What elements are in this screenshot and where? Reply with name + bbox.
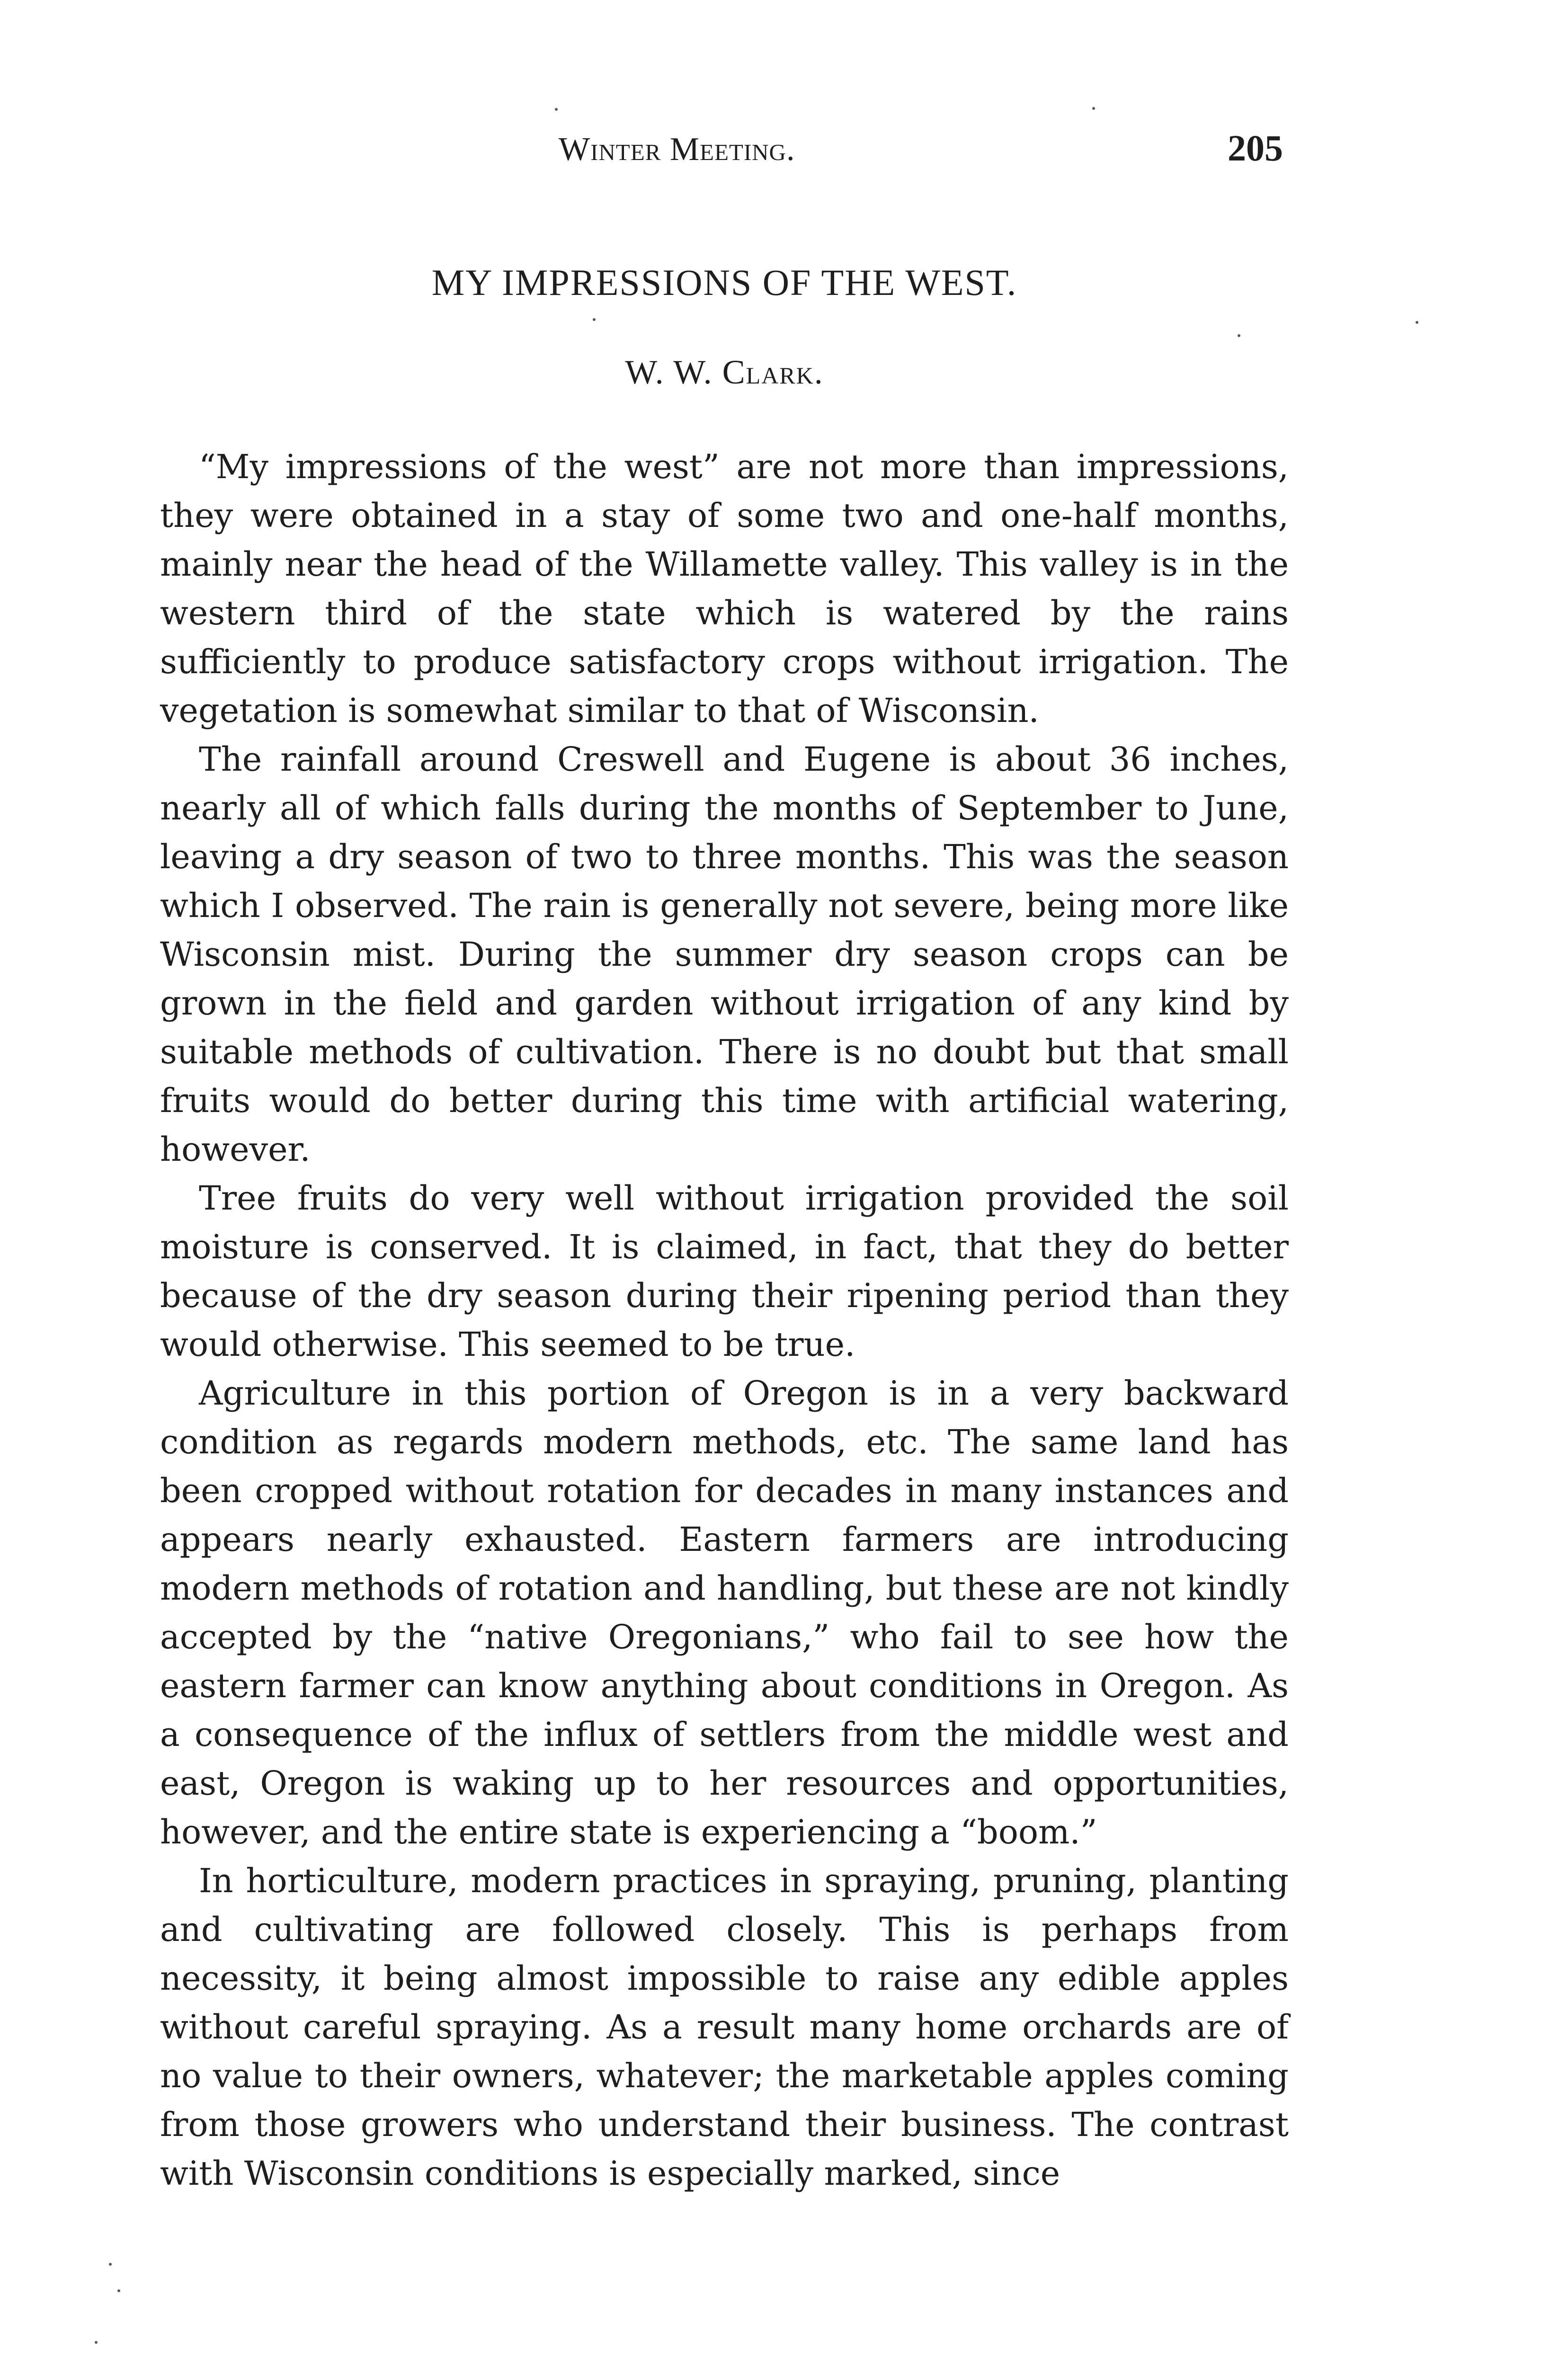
article-title: MY IMPRESSIONS OF THE WEST.	[431, 262, 1017, 303]
scan-speck	[1092, 107, 1095, 110]
paragraph: The rainfall around Creswell and Eugene is about 36 inches, nearly all of which falls during the months of September to June, leaving a dry season of two to three months. This was the season which I observed. The rain is generally not severe, being more like Wisconsin mist. During the summer dry season crops can be grown in the field and garden without irrigation of any kind by suitable methods of cultivation. There is no doubt but that small fruits would do better during this time with artificial watering, however.	[160, 740, 1289, 1169]
scan-speck	[1416, 321, 1418, 324]
paragraph: Agriculture in this portion of Oregon is in a very backward condition as regards modern methods, etc. The same land has been cropped without rotation for decades in many instances and appears nearly exhausted. Eastern farmers are introducing modern methods of rotation and handling, but these are not kindly accepted by the “native Oregonians,” who fail to see how the eastern farmer can know anything about conditions in Oregon. As a consequence of the influx of settlers from the middle west and east, Oregon is waking up to her resources and opportunities, however, and the entire state is experiencing a “boom.”	[160, 1374, 1289, 1851]
scan-speck	[1238, 334, 1240, 337]
running-header	[161, 127, 1288, 169]
scan-speck	[109, 2263, 112, 2266]
running-title: Winter Meeting.	[559, 131, 795, 168]
scan-speck	[95, 2341, 98, 2344]
scan-speck	[555, 108, 558, 111]
page-number: 205	[1228, 127, 1283, 169]
paragraph: “My impressions of the west” are not more than impressions, they were obtained in a stay of some two and one-half months, mainly near the head of the Willamette valley. This valley is in the western third of the state which is watered by the rains sufficiently to produce satisfactory crops without irrigation. The vegetation is somewhat similar to that of Wisconsin.	[160, 447, 1289, 730]
article-author: W. W. Clark.	[625, 353, 824, 391]
paragraph: Tree fruits do very well without irrigation provided the soil moisture is conserved. It is claimed, in fact, that they do better because of the dry season during their ripening period than they would otherwise. This seemed to be true.	[160, 1179, 1289, 1364]
article-body	[160, 443, 1289, 2198]
scan-speck	[593, 318, 596, 321]
scan-speck	[117, 2289, 120, 2292]
paragraph: In horticulture, modern practices in spraying, pruning, planting and cultivating are followed closely. This is perhaps from necessity, it being almost impossible to raise any edible apples without careful spraying. As a result many home orchards are of no value to their owners, whatever; the marketable apples coming from those growers who understand their business. The contrast with Wisconsin conditions is especially marked, since	[160, 1861, 1289, 2193]
